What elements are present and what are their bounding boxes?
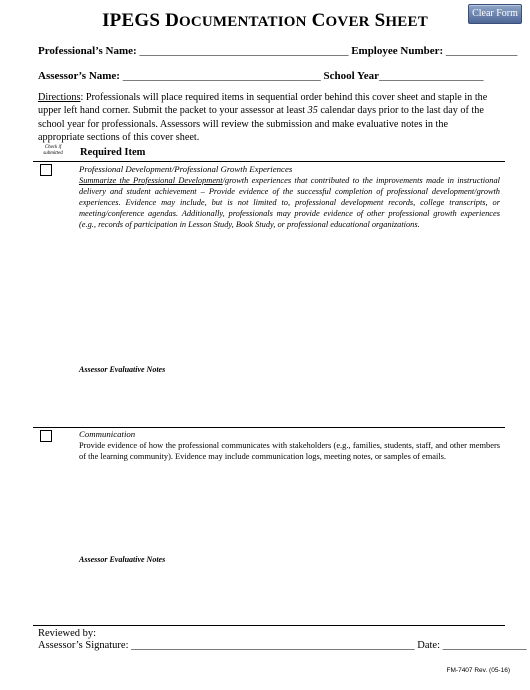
title-ipegs: IPEGS <box>102 10 161 31</box>
item-1-assessor-notes-label: Assessor Evaluative Notes <box>79 365 166 374</box>
item-1-underlined: Summarize the Professional Development <box>79 176 223 185</box>
school-year-label: School Year <box>323 70 379 82</box>
directions-label: Directions <box>38 92 81 103</box>
title-rest-sheet: HEET <box>385 14 428 30</box>
item-2-assessor-notes-label: Assessor Evaluative Notes <box>79 555 166 564</box>
item-1-body: /growth experiences that contributed to the improvements made in instructional delivery and student achievement – Provide evidence of the successful completion of professional development/growth experiences. Evidence may include, but is not limited to, professional development records, college transcripts, or meeting/conference agendas. Additionally, professionals may provide evidence of other professional growth experiences (e.g., records of participation in Lesson Study, Book Study, or professional educational organizations. <box>79 176 501 230</box>
date-field[interactable]: ________________ <box>442 640 527 651</box>
footer-divider <box>33 625 505 626</box>
assessor-signature-field[interactable]: ______________________________________________________ <box>131 640 415 651</box>
title-cap-d: D <box>165 10 179 31</box>
item-2-description: Provide evidence of how the professional communicates with stakeholders (e.g., families, students, staff, and other members of the learning community). Evidence may include communication logs, meeting notes, or samples of emails. <box>79 441 500 462</box>
assessor-signature-label: Assessor’s Signature: <box>38 640 129 651</box>
directions-days: 35 <box>307 105 318 117</box>
title-cap-c: C <box>311 10 326 31</box>
item-divider <box>33 427 505 428</box>
directions-paragraph <box>38 91 488 145</box>
table-header-divider <box>33 161 505 162</box>
page-title <box>0 10 530 32</box>
item-1-title: Professional Development/Professional Growth Experiences <box>79 164 293 174</box>
school-year-field[interactable]: ___________________ <box>378 70 484 82</box>
reviewed-by-label: Reviewed by: <box>38 628 97 639</box>
date-label: Date: <box>417 640 441 651</box>
professional-name-row <box>38 45 517 57</box>
title-cap-s: S <box>374 10 386 31</box>
assessor-name-field[interactable]: ____________________________________ <box>122 70 321 82</box>
professional-name-label: Professional’s Name: <box>38 45 137 57</box>
item-2-title: Communication <box>79 429 136 439</box>
employee-number-label: Employee Number: <box>351 45 444 57</box>
item-1-description <box>79 175 500 230</box>
directions-text-before: : Professionals will place required items in sequential order behind this cover sheet and staple in the upper left hand corner. Submit the packet to your assessor at least <box>38 92 488 117</box>
title-rest-documentation: OCUMENTATION <box>178 14 307 30</box>
clear-form-button[interactable]: Clear Form <box>468 4 522 24</box>
form-number: FM-7407 Rev. (05-16) <box>446 667 510 674</box>
check-if-submitted-header: Check if submitted <box>43 145 63 156</box>
employee-number-field[interactable]: _____________ <box>445 45 518 57</box>
signature-row <box>38 640 527 651</box>
item-1-checkbox[interactable] <box>40 164 52 176</box>
assessor-name-label: Assessor’s Name: <box>38 70 120 82</box>
required-item-header: Required Item <box>80 147 146 158</box>
assessor-name-row <box>38 70 483 82</box>
professional-name-field[interactable]: ______________________________________ <box>139 45 349 57</box>
title-rest-cover: OVER <box>325 14 370 30</box>
directions-text-after: calendar days prior to the last day of the school year for professionals. Assessors will review the submission and make evaluative notes in the appropriate sections of this cover sheet. <box>38 105 484 144</box>
item-2-checkbox[interactable] <box>40 430 52 442</box>
